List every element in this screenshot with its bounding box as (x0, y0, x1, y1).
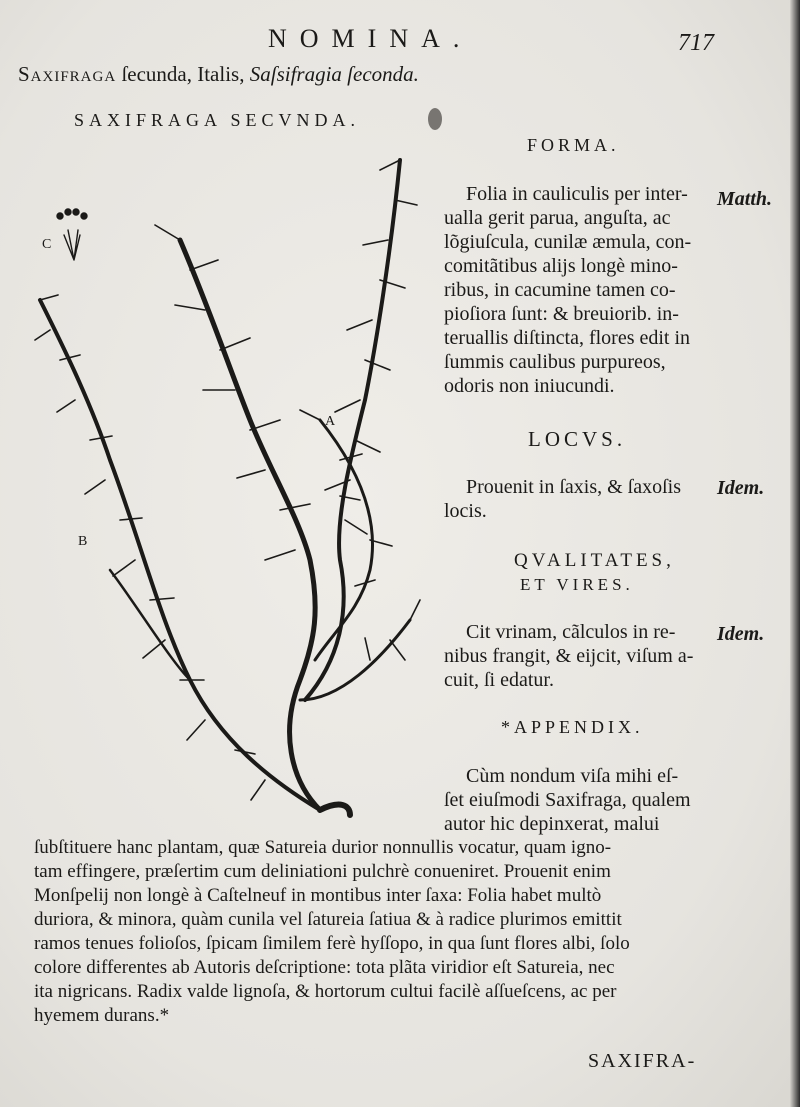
appendix-heading: *APPENDIX. (501, 717, 644, 737)
appendix-line: ramos tenues folioſos, ſpicam ſimilem ferè hyſſopo, in qua ſunt flores albi, ſolo (34, 933, 630, 954)
qualitates-subheading: ET VIRES. (520, 575, 634, 594)
label-a: A (325, 414, 336, 429)
appendix-line: hyemem durans.* (34, 1005, 170, 1026)
page-spine-shadow (790, 0, 800, 1107)
appendix-line: Monſpelij non longè à Caſtelneuf in montibus inter ſaxa: Folia habet multò (34, 885, 602, 906)
forma-line: comitãtibus alijs longè mino- (444, 255, 678, 277)
forma-line: teruallis diſtincta, flores edit in (444, 327, 691, 349)
appendix-line: Cùm nondum viſa mihi eſ- (466, 765, 679, 787)
locus-line: Prouenit in ſaxis, & ſaxoſis (466, 476, 681, 498)
forma-line: ribus, in cacumine tamen co- (444, 279, 676, 301)
label-b: B (78, 534, 88, 549)
catchword: SAXIFRA- (588, 1050, 697, 1072)
ink-smudge (428, 108, 442, 130)
qualitates-heading: QVALITATES, (514, 550, 675, 571)
forma-line: pioſiora ſunt: & breuiorib. in- (444, 303, 679, 325)
locus-heading: LOCVS. (528, 427, 627, 451)
locus-margin-note: Idem. (717, 477, 765, 499)
forma-margin-note: Matth. (717, 188, 773, 210)
plant-name-connector: ſecunda, Italis, (116, 62, 250, 86)
forma-line: lõgiuſcula, cunilæ æmula, con- (444, 231, 692, 253)
plant-name-latin: Saxifraga (18, 62, 117, 86)
label-c: C (42, 237, 52, 252)
appendix-line: duriora, & minora, quàm cunila vel ſatureia ſatiua & à radice plurimos emittit (34, 909, 622, 930)
plant-name-italian: Saſsifragia ſeconda. (249, 62, 419, 86)
page-number: 717 (678, 30, 714, 56)
appendix-line: ſet eiuſmodi Saxifraga, qualem (444, 789, 691, 811)
appendix-line: ſubſtituere hanc plantam, quæ Satureia durior nonnullis vocatur, quam igno- (34, 837, 612, 858)
locus-line: locis. (444, 500, 487, 522)
qualitates-line: nibus frangit, & eijcit, viſum a- (444, 645, 694, 667)
forma-line: odoris non iniucundi. (444, 375, 615, 397)
plant-woodcut-illustration (20, 140, 460, 840)
forma-line: ualla gerit parua, anguſta, ac (444, 207, 671, 229)
running-header-title: NOMINA. (268, 24, 473, 53)
qualitates-line: cuit, ſi edatur. (444, 669, 554, 691)
plant-name-line (18, 62, 419, 87)
qualitates-line: Cit vrinam, cãlculos in re- (466, 621, 676, 643)
appendix-line: autor hic depinxerat, malui (444, 813, 660, 835)
appendix-line: colore differentes ab Autoris deſcriptione: tota plãta viridior eſt Satureia, nec (34, 957, 615, 978)
forma-heading: FORMA. (527, 135, 620, 155)
appendix-line: ita nigricans. Radix valde lignoſa, & hortorum cultui facilè aſſueſcens, ac per (34, 981, 617, 1002)
qualitates-margin-note: Idem. (717, 623, 765, 645)
forma-line: Folia in cauliculis per inter- (466, 183, 688, 205)
appendix-line: tam effingere, præſertim cum deliniationi pulchrè conueniret. Prouenit enim (34, 861, 611, 882)
illustration-caption: SAXIFRAGA SECVNDA. (74, 110, 361, 130)
forma-line: ſummis caulibus purpureos, (444, 351, 666, 373)
